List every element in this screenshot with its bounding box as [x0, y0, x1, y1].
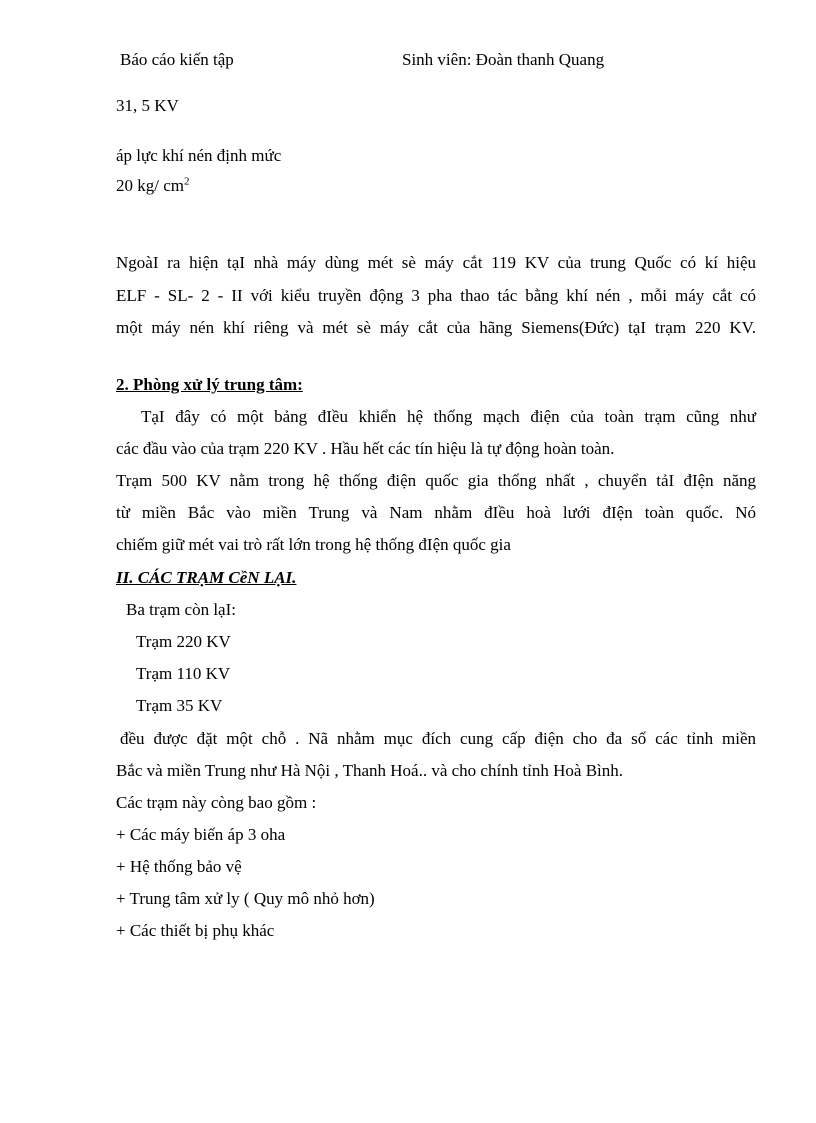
section2-line-4: từ miền Bắc vào miền Trung và Nam nhằm đIều hoà lưới đIện toàn quốc. Nó [116, 503, 756, 522]
voltage-value: 31, 5 KV [116, 96, 179, 115]
station-item: Trạm 220 KV [136, 632, 231, 651]
pressure-superscript: 2 [184, 175, 190, 188]
list-item: + Các máy biến áp 3 oha [116, 825, 286, 844]
para1-line-3: một máy nén khí riêng và mét sè máy cắt của hãng Siemens(Đức) tạI trạm 220 KV. [116, 318, 756, 337]
sectionII-para-line-1: đều được đặt một chỗ . Nã nhằm mục đích cung cấp điện cho đa số các tỉnh miền [120, 729, 756, 748]
sectionII-para-line-2: Bắc và miền Trung như Hà Nội , Thanh Hoá.. và cho chính tỉnh Hoà Bình. [116, 761, 624, 780]
list-item: + Hệ thống bảo vệ [116, 857, 242, 876]
station-item: Trạm 35 KV [136, 696, 223, 715]
section2-line-2: các đầu vào của trạm 220 KV . Hầu hết các tín hiệu là tự động hoàn toàn. [116, 439, 615, 458]
pressure-value: 20 kg/ $cm^2$ [116, 175, 190, 195]
section2-line-1: TạI đây có một bảng đIều khiển hệ thống mạch điện của toàn trạm cũng như [141, 407, 756, 426]
header-title: Báo cáo kiến tập [120, 50, 234, 69]
list-item: + Các thiết bị phụ khác [116, 921, 275, 940]
stations-intro: Ba trạm còn lạI: [126, 600, 236, 619]
para1-line-2: ELF - SL- 2 - II với kiểu truyền động 3 pha thao tác bằng khí nén , mỗi máy cắt có [116, 286, 756, 305]
section2-line-5: chiếm giữ mét vai trò rất lớn trong hệ thống đIện quốc gia [116, 535, 511, 554]
pressure-label: áp lực khí nén định mức [116, 146, 282, 165]
includes-label: Các trạm này còng bao gồm : [116, 793, 317, 812]
section-ii-heading: II. CÁC TRẠM CềN LẠI. [116, 568, 297, 587]
station-item: Trạm 110 KV [136, 664, 231, 683]
header-student: Sinh viên: Đoàn thanh Quang [402, 50, 605, 69]
section2-line-3: Trạm 500 KV nằm trong hệ thống điện quốc gia thống nhất , chuyển tảI đIện năng [116, 471, 756, 490]
section-2-heading: 2. Phòng xử lý trung tâm: [116, 375, 303, 394]
list-item: + Trung tâm xử ly ( Quy mô nhỏ hơn) [116, 889, 375, 908]
para1-line-1: NgoàI ra hiện tạI nhà máy dùng mét sè máy cắt 119 KV của trung Quốc có kí hiệu [116, 253, 756, 272]
